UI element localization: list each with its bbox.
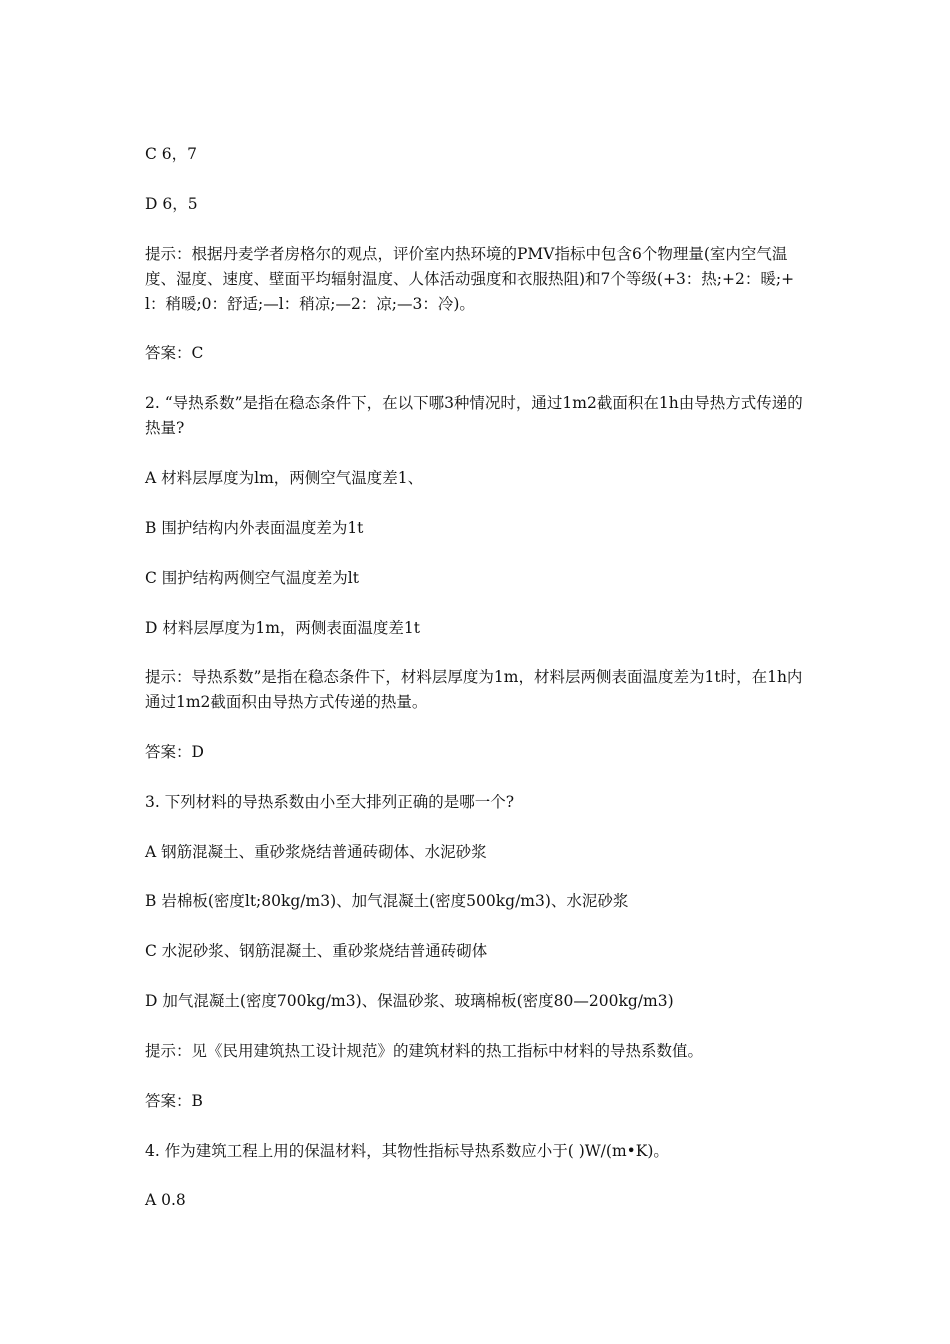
option-a-q3: A 钢筋混凝土、重砂浆烧结普通砖砌体、水泥砂浆 — [145, 843, 487, 861]
answer-q2: 答案：D — [145, 743, 204, 761]
option-d-q3: D 加气混凝土(密度700kg/m3)、保温砂浆、玻璃棉板(密度80—200kg/m3) — [145, 992, 674, 1010]
option-b-q3: B 岩棉板(密度lt;80kg/m3)、加气混凝土(密度500kg/m3)、水泥砂浆 — [145, 892, 629, 910]
option-a-q4: A 0.8 — [145, 1191, 186, 1209]
hint-q1: 提示：根据丹麦学者房格尔的观点，评价室内热环境的PMV指标中包含6个物理量(室内空气温度、湿度、速度、壁面平均辐射温度、人体活动强度和衣服热阻)和7个等级(+3：热;+2：暖;+l：稍暖;0：舒适;—l：稍凉;—2：凉;—3：冷)。 — [145, 245, 795, 313]
option-d-q2: D 材料层厚度为1m，两侧表面温度差1t — [145, 619, 421, 637]
answer-q3: 答案：B — [145, 1092, 203, 1110]
option-c-q1: C 6，7 — [145, 145, 198, 163]
option-c-q3: C 水泥砂浆、钢筋混凝土、重砂浆烧结普通砖砌体 — [145, 942, 488, 960]
option-a-q2: A 材料层厚度为lm，两侧空气温度差1、 — [145, 469, 424, 487]
answer-q1: 答案：C — [145, 344, 204, 362]
option-b-q2: B 围护结构内外表面温度差为1t — [145, 519, 364, 537]
option-d-q1: D 6，5 — [145, 195, 198, 213]
question-3: 3. 下列材料的导热系数由小至大排列正确的是哪一个? — [145, 793, 515, 811]
hint-q2: 提示：导热系数”是指在稳态条件下，材料层厚度为1m，材料层两侧表面温度差为1t时，在1h内通过1m2截面积由导热方式传递的热量。 — [145, 668, 803, 711]
question-2: 2. “导热系数”是指在稳态条件下，在以下哪3种情况时，通过1m2截面积在1h由导热方式传递的热量? — [145, 394, 803, 437]
question-4: 4. 作为建筑工程上用的保温材料，其物性指标导热系数应小于( )W/(m•K)。 — [145, 1142, 669, 1160]
option-c-q2: C 围护结构两侧空气温度差为lt — [145, 569, 359, 587]
hint-q3: 提示：见《民用建筑热工设计规范》的建筑材料的热工指标中材料的导热系数值。 — [145, 1042, 704, 1060]
